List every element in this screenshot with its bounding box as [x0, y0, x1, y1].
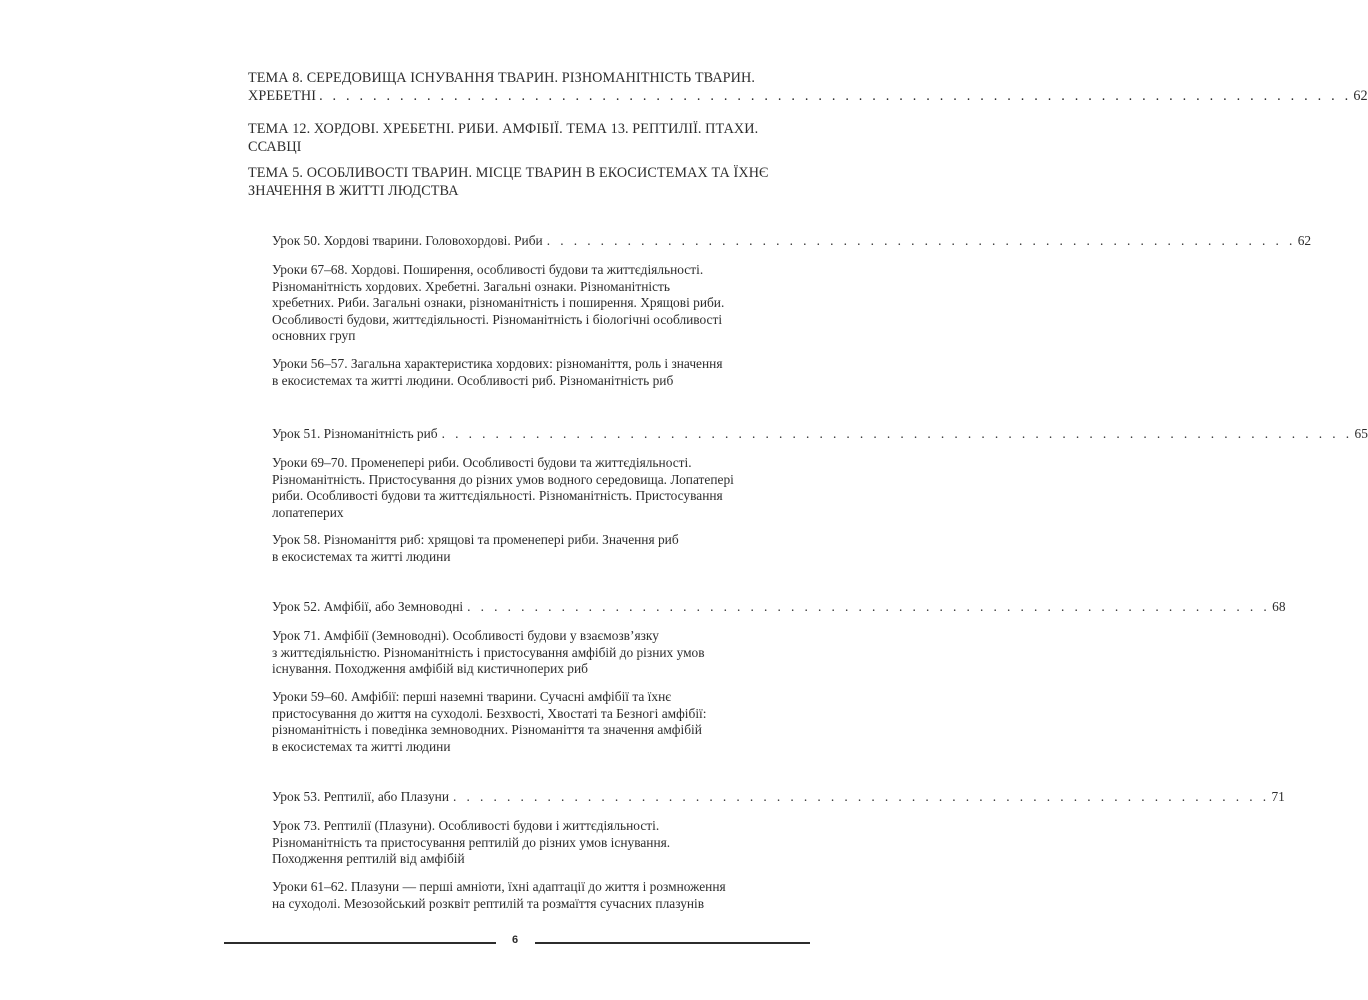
page-ref: 62 [1297, 233, 1312, 248]
paragraph-line: Уроки 69–70. Променепері риби. Особливості будови та життєдіяльності. [272, 455, 692, 470]
paragraph-line: Походження рептилій від амфібій [272, 851, 465, 867]
paragraph-line: Урок 71. Амфібії (Земноводні). Особливості будови у взаємозв’язку [272, 628, 659, 643]
dot-leader: . . . . . . . . . . . . . . . . . . . . . . . . . . . . . . . . . . . . . . . . . . . . . . . . . . . . . . . . [546, 233, 1296, 248]
page-ref: 62 [1353, 88, 1368, 104]
paragraph-line: Різноманітність. Пристосування до різних умов водного середовища. Лопатепері [272, 471, 734, 487]
dot-leader: . . . . . . . . . . . . . . . . . . . . . . . . . . . . . . . . . . . . . . . . . . . . . . . . . . . . . . . . . . . . . [452, 789, 1270, 804]
paragraph-line: різноманітність і поведінка земноводних. Різноманіття та значення амфібій [272, 722, 702, 738]
paragraph-line: Уроки 61–62. Плазуни — перші амніоти, їхні адаптації до життя і розмноження [272, 879, 726, 894]
paragraph-line: Різноманітність та пристосування рептилій до різних умов існування. [272, 834, 671, 850]
curriculum-paragraph [272, 532, 810, 565]
paragraph-line: Уроки 59–60. Амфібії: перші наземні тварини. Сучасні амфібії та їхнє [272, 689, 672, 704]
page-ref: 68 [1272, 599, 1286, 614]
paragraph-line: на суходолі. Мезозойський розквіт рептилій та розмаїття сучасних плазунів [272, 895, 705, 911]
lesson-title: Урок 51. Різноманітність риб [272, 426, 438, 441]
curriculum-paragraph [272, 689, 810, 755]
toc-entry-lesson-52[interactable] [272, 599, 1286, 615]
paragraph-line: риби. Особливості будови та життєдіяльності. Різноманітність. Пристосування [272, 488, 723, 504]
paragraph-line: лопатеперих [272, 504, 344, 520]
paragraph-line: Особливості будови, життєдіяльності. Різноманітність і біологічні особливості [272, 311, 723, 327]
toc-entry-lesson-50[interactable] [272, 233, 1312, 249]
topic-line: ЗНАЧЕННЯ В ЖИТТІ ЛЮДСТВА [248, 183, 459, 199]
paragraph-line: Урок 73. Рептилії (Плазуни). Особливості будови і життєдіяльності. [272, 818, 660, 833]
curriculum-paragraph [272, 628, 810, 678]
topic-heading [248, 120, 810, 156]
paragraph-line: Урок 58. Різноманіття риб: хрящові та променепері риби. Значення риб [272, 532, 679, 547]
curriculum-paragraph [272, 356, 810, 389]
dot-leader: . . . . . . . . . . . . . . . . . . . . . . . . . . . . . . . . . . . . . . . . . . . . . . . . . . . . . . . . . . . . . . . . . . . . . . . . . . . . . [319, 88, 1352, 104]
topic-line: ТЕМА 8. СЕРЕДОВИЩА ІСНУВАННЯ ТВАРИН. РІЗНОМАНІТНІСТЬ ТВАРИН. [248, 70, 756, 86]
lesson-title: Урок 53. Рептилії, або Плазуни [272, 789, 449, 804]
paragraph-line: Різноманітність хордових. Хребетні. Загальні ознаки. Різноманітність [272, 278, 670, 294]
paragraph-line: з життєдіяльністю. Різноманітність і пристосування амфібій до різних умов [272, 644, 705, 660]
topic-line: ТЕМА 5. ОСОБЛИВОСТІ ТВАРИН. МІСЦЕ ТВАРИН В ЕКОСИСТЕМАХ ТА ЇХНЄ [248, 165, 769, 181]
topic-line: ХРЕБЕТНІ [248, 88, 317, 104]
curriculum-paragraph [272, 879, 810, 912]
footer-rule-left [224, 942, 496, 944]
paragraph-line: в екосистемах та житті людини [272, 738, 451, 754]
topic-line: ССАВЦІ [248, 139, 302, 155]
toc-entry-row[interactable] [248, 87, 1368, 105]
curriculum-paragraph [272, 262, 810, 345]
page-ref: 65 [1354, 426, 1368, 441]
page-number: 6 [511, 934, 519, 946]
paragraph-line: в екосистемах та житті людини [272, 548, 451, 564]
paragraph-line: існування. Походження амфібій від кистичноперих риб [272, 661, 588, 677]
topic-line: ТЕМА 12. ХОРДОВІ. ХРЕБЕТНІ. РИБИ. АМФІБІЇ. ТЕМА 13. РЕПТИЛІЇ. ПТАХИ. [248, 121, 759, 137]
paragraph-line: Уроки 67–68. Хордові. Поширення, особливості будови та життєдіяльності. [272, 262, 704, 277]
topic-heading [248, 69, 1368, 105]
lesson-title: Урок 52. Амфібії, або Земноводні [272, 599, 464, 614]
page-ref: 71 [1271, 789, 1285, 804]
paragraph-line: хребетних. Риби. Загальні ознаки, різноманітність і поширення. Хрящові риби. [272, 295, 725, 311]
toc-entry-lesson-53[interactable] [272, 789, 1285, 805]
curriculum-paragraph [272, 455, 810, 521]
dot-leader: . . . . . . . . . . . . . . . . . . . . . . . . . . . . . . . . . . . . . . . . . . . . . . . . . . . . . . . . . . . . . . . . . . . . [441, 426, 1353, 441]
paragraph-line: основних груп [272, 328, 356, 344]
paragraph-line: Уроки 56–57. Загальна характеристика хордових: різноманіття, роль і значення [272, 356, 723, 371]
topic-heading [248, 164, 810, 200]
dot-leader: . . . . . . . . . . . . . . . . . . . . . . . . . . . . . . . . . . . . . . . . . . . . . . . . . . . . . . . . . . . . [467, 599, 1271, 614]
paragraph-line: в екосистемах та житті людини. Особливості риб. Різноманітність риб [272, 372, 674, 388]
curriculum-paragraph [272, 818, 810, 868]
toc-entry-lesson-51[interactable] [272, 426, 1368, 442]
lesson-title: Урок 50. Хордові тварини. Головохордові. Риби [272, 233, 543, 248]
footer-rule-right [535, 942, 810, 944]
paragraph-line: пристосування до життя на суходолі. Безхвості, Хвостаті та Безногі амфібії: [272, 705, 707, 721]
